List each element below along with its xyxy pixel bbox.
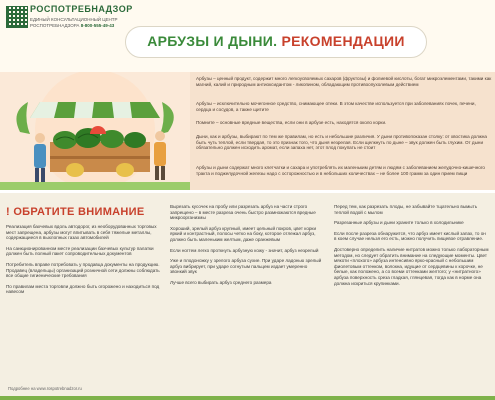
attention-item: Разрезанные арбузы и дыни храните только в холодильнике — [334, 220, 464, 226]
page-title — [126, 33, 426, 49]
attention-item: Если после разреза обнаружится, что арбуз имеет кислый запах, то он в коем случае нельзя его есть, можно получить пищевое отравление. — [334, 230, 486, 242]
seller-figure — [154, 142, 166, 166]
header — [0, 0, 495, 72]
attention-item: Достоверно определить наличие нитратов можно только лабораторным методом, но следует обратить внимание на следующие моменты. Цвет мякоти «плохого» арбуза интенсивно ярко-красный с небольшим фиолетовым оттенком, волокна, идущие от сердцевины к корочке, не белые, как положено, а со всеми оттенками желтого; у «нитратного» арбуза поверхность среза гладкая, глянцевая, тогда как в норме она должна искриться крупинками. — [334, 246, 489, 286]
footer-link[interactable]: Подробнее на www.rospotrebnadzor.ru — [8, 386, 82, 391]
attention-item: Реализация бахчевых вдоль автодорог, из необорудованных торговых мест запрещена, арбузы могут впитывать в себя тяжелые металлы, содержащиеся в выхлопных газах автомобилей — [6, 224, 157, 241]
qr-code-icon — [6, 6, 28, 28]
attention-item: Если ногтем легко проткнуть арбузную кожу - значит, арбуз незрелый — [170, 247, 319, 253]
attention-column-1 — [6, 224, 161, 300]
brand-subtitle-text: ЕДИНЫЙ КОНСУЛЬТАЦИОННЫЙ ЦЕНТР РОСПОТРЕБНАДЗОРА — [30, 17, 118, 28]
info-paragraph: Арбузы и дыни содержат много клетчатки и сахара и употреблять их маленьким детям и людям с заболеванием желудочно-кишечного тракта и поджелудочной железы надо с осторожностью и в небольших количествах – не более 100 грамм за один прием пищи — [196, 165, 485, 176]
attention-item: Лучше всего выбирать арбуз среднего размера — [170, 279, 272, 285]
customer-figure — [34, 144, 46, 168]
exclamation-icon: ! — [6, 206, 10, 218]
attention-item: По правилам места торговли должно быть огорожено и находиться под навесом — [6, 283, 160, 295]
attention-column-3 — [334, 204, 489, 291]
attention-heading — [6, 206, 144, 218]
hotline-phone: 8-800-555-49-43 — [80, 22, 115, 28]
attention-column-2 — [170, 204, 325, 291]
attention-item: Хороший, зрелый арбуз крупный, имеет цельный покров, цвет корки яркий и контрастный, полосы четко на боку, которое отлежал арбуз, должно быть маленьким желтым, даже оранжевым — [170, 225, 317, 242]
attention-title-text: ОБРАТИТЕ ВНИМАНИЕ — [13, 206, 145, 218]
attention-item: Перед тем, как разрезать плоды, не забывайте тщательно вымыть теплой водой с мылом — [334, 204, 478, 215]
attention-item: Вырезать кусочек на пробу или разрезать арбуз на части строго запрещено – в месте разреза очень быстро размножаются вредные микроорганизмы — [170, 204, 316, 221]
info-paragraph: Арбузы – исключительно мочегонное средство, снимающее отеки. В этом качестве используется при заболеваниях почек, печени, сердца и сосудов, а также щитите — [196, 101, 476, 112]
title-box — [125, 26, 427, 58]
title-part-1: АРБУЗЫ И ДЫНИ. — [147, 33, 278, 49]
info-paragraph: Помните – основные вредные вещества, если они в арбузе есть, находятся около корки. — [196, 120, 387, 125]
bottom-bar — [0, 396, 495, 400]
title-part-2: РЕКОМЕНДАЦИИ — [281, 33, 405, 49]
attention-item: Потребитель вправе потребовать у продавца документы на продукцию. Продавец (владельцы) организаций розничной сети должны соблюдать все общие гигиенические требования — [6, 261, 160, 279]
attention-item: Уже и плодоножку у зрелого арбуза сухие. При ударе ладонью зрелый арбуз вибрирует, при ударе согнутым пальцем издает умеренно звонкий звук — [170, 258, 322, 275]
attention-item: На санкционированном месте реализации бахчевых культур палатки должен быть полный пакет сопроводительных документов — [6, 245, 154, 257]
info-paragraph: Арбузы – ценный продукт, содержит много легкоусвояемых сахаров (фруктозы) и фолиевой кислоты, богат микроэлементами, такими как магний, калий и природным антиоксидантом - ликопином, обладающим противоопухолевым действием — [196, 76, 492, 87]
market-stall-illustration — [0, 72, 190, 190]
melon-icon — [66, 163, 84, 177]
info-paragraph: Дыни, как и арбузы, выбирают по тем же правилам, но есть и небольшие различия. У дыни противопоказан столку: от хвостика должна быть чуть теплой, если твердая, то это признак того, что дыня незрелая. Если щелкнуть по дыне – звук должен быть глухим. От дыни обязательно должен исходить аромат, если запаха нет, этот плод покупать не стоит — [196, 134, 487, 151]
brand-subtitle — [30, 17, 140, 28]
section-divider — [0, 190, 495, 193]
brand-name: РОСПОТРЕБНАДЗОР — [30, 4, 133, 14]
